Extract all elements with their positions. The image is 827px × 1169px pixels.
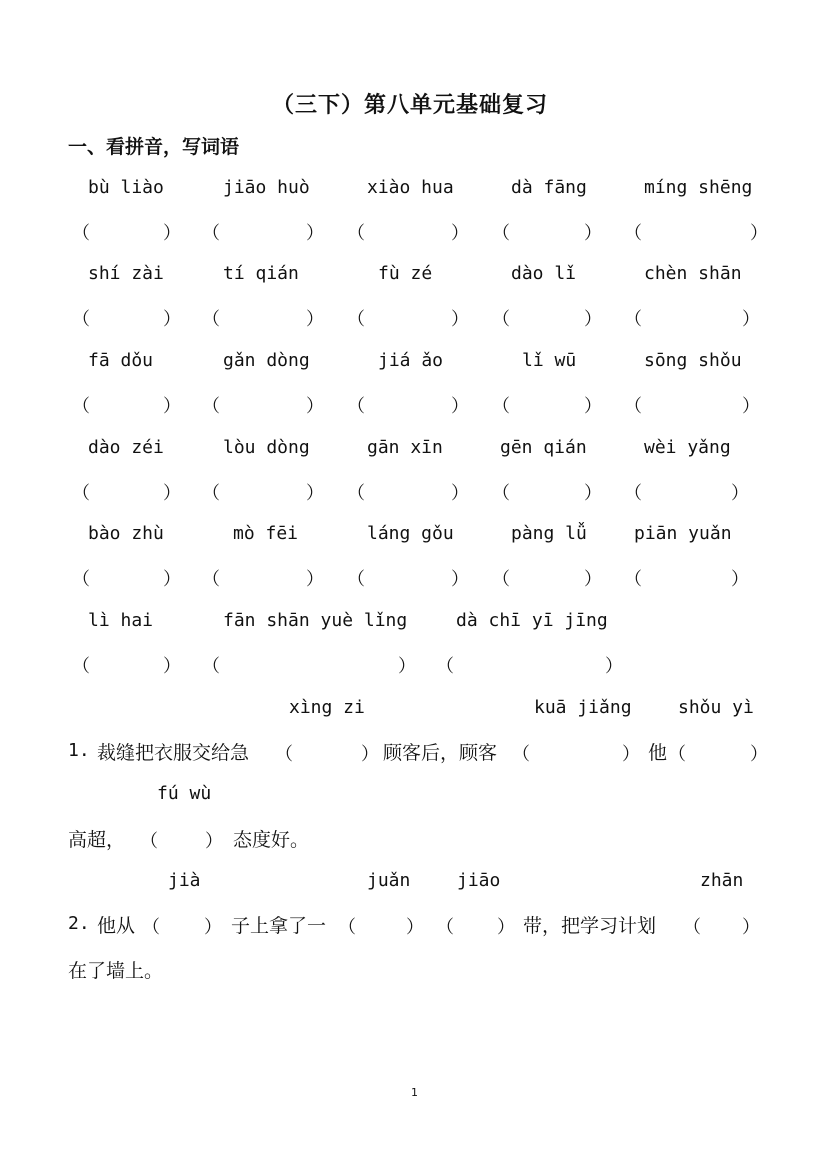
answer-blank-open[interactable]: （ (275, 744, 293, 765)
answer-blank-open[interactable]: （ (492, 569, 510, 590)
page-number: 1 (411, 1086, 418, 1099)
pinyin-word: fù zé (378, 263, 433, 284)
pinyin-word: bù liào (88, 177, 164, 198)
pinyin-word: dà chī yī jīng (456, 610, 608, 631)
answer-blank-close: ） (750, 223, 768, 244)
answer-blank-close: ） (451, 396, 469, 417)
sentence-pinyin: juǎn (367, 870, 411, 891)
answer-blank-open[interactable]: （ (624, 223, 642, 244)
answer-blank-close: ） (398, 656, 416, 677)
pinyin-word: mò fēi (233, 523, 299, 544)
pinyin-word: sōng shǒu (644, 350, 742, 371)
answer-blank-close: ） (451, 483, 469, 504)
answer-blank-close: ） (205, 831, 223, 852)
answer-blank-open[interactable]: （ (140, 831, 158, 852)
answer-blank-open[interactable]: （ (202, 569, 220, 590)
answer-blank-open[interactable]: （ (624, 483, 642, 504)
answer-blank-open[interactable]: （ (202, 396, 220, 417)
answer-blank-close: ） (306, 569, 324, 590)
answer-blank-close: ） (163, 309, 181, 330)
pinyin-word: lòu dòng (223, 437, 310, 458)
answer-blank-close: ） (584, 569, 602, 590)
answer-blank-close: ） (163, 656, 181, 677)
answer-blank-close: ） (584, 396, 602, 417)
answer-blank-open[interactable]: （ (347, 223, 365, 244)
answer-blank-close: ） (451, 569, 469, 590)
answer-blank-close: ） (163, 569, 181, 590)
answer-blank-open[interactable]: （ (624, 569, 642, 590)
answer-blank-open[interactable]: （ (72, 309, 90, 330)
sentence-pinyin: jià (168, 870, 201, 891)
answer-blank-open[interactable]: （ (436, 656, 454, 677)
sentence-text: 高超， (68, 829, 126, 851)
answer-blank-open[interactable]: （ (624, 396, 642, 417)
answer-blank-close: ） (451, 223, 469, 244)
answer-blank-open[interactable]: （ (347, 569, 365, 590)
answer-blank-open[interactable]: （ (347, 483, 365, 504)
answer-blank-open[interactable]: （ (347, 396, 365, 417)
answer-blank-open[interactable]: （ (512, 744, 530, 765)
pinyin-word: lǐ wū (522, 350, 577, 371)
pinyin-word: shí zài (88, 263, 164, 284)
section-heading: 一、看拼音，写词语 (68, 136, 240, 158)
question-number: 1. (68, 740, 90, 761)
pinyin-word: gān xīn (367, 437, 443, 458)
answer-blank-open[interactable]: （ (492, 396, 510, 417)
answer-blank-open[interactable]: （ (492, 483, 510, 504)
answer-blank-open[interactable]: （ (202, 656, 220, 677)
sentence-pinyin: jiāo (457, 870, 501, 891)
answer-blank-open[interactable]: （ (668, 744, 686, 765)
answer-blank-open[interactable]: （ (72, 656, 90, 677)
answer-blank-close: ） (306, 309, 324, 330)
answer-blank-close: ） (306, 223, 324, 244)
answer-blank-close: ） (163, 483, 181, 504)
pinyin-word: piān yuǎn (634, 523, 732, 544)
answer-blank-close: ） (731, 483, 749, 504)
answer-blank-open[interactable]: （ (72, 483, 90, 504)
answer-blank-close: ） (750, 744, 768, 765)
answer-blank-close: ） (204, 917, 222, 938)
answer-blank-close: ） (163, 396, 181, 417)
answer-blank-close: ） (731, 569, 749, 590)
answer-blank-open[interactable]: （ (492, 309, 510, 330)
answer-blank-open[interactable]: （ (624, 309, 642, 330)
sentence-text: 顾客后，顾客 (383, 742, 498, 764)
sentence-pinyin: shǒu yì (678, 697, 754, 718)
pinyin-word: dào zéi (88, 437, 164, 458)
answer-blank-close: ） (622, 744, 640, 765)
pinyin-word: fā dǒu (88, 350, 154, 371)
pinyin-word: jiāo huò (223, 177, 310, 198)
pinyin-word: fān shān yuè lǐng (223, 610, 408, 631)
answer-blank-open[interactable]: （ (202, 309, 220, 330)
answer-blank-open[interactable]: （ (492, 223, 510, 244)
answer-blank-close: ） (497, 917, 515, 938)
answer-blank-close: ） (406, 917, 424, 938)
answer-blank-open[interactable]: （ (338, 917, 356, 938)
pinyin-word: lì hai (88, 610, 154, 631)
answer-blank-open[interactable]: （ (72, 396, 90, 417)
pinyin-word: jiá ǎo (378, 350, 444, 371)
answer-blank-close: ） (584, 483, 602, 504)
answer-blank-close: ） (306, 483, 324, 504)
pinyin-word: xiào hua (367, 177, 454, 198)
answer-blank-open[interactable]: （ (72, 569, 90, 590)
answer-blank-open[interactable]: （ (202, 223, 220, 244)
sentence-text: 子上拿了一 (231, 915, 327, 937)
sentence-text: 他 (648, 742, 668, 764)
answer-blank-close: ） (163, 223, 181, 244)
pinyin-word: pàng lǚ (511, 523, 587, 544)
answer-blank-close: ） (584, 223, 602, 244)
answer-blank-close: ） (742, 396, 760, 417)
answer-blank-open[interactable]: （ (142, 917, 160, 938)
sentence-text: 裁缝把衣服交给急 (97, 742, 250, 764)
pinyin-word: wèi yǎng (644, 437, 731, 458)
answer-blank-open[interactable]: （ (347, 309, 365, 330)
answer-blank-close: ） (584, 309, 602, 330)
answer-blank-open[interactable]: （ (202, 483, 220, 504)
pinyin-word: láng gǒu (367, 523, 454, 544)
pinyin-word: gēn qián (500, 437, 587, 458)
answer-blank-close: ） (451, 309, 469, 330)
sentence-text: 态度好。 (233, 829, 310, 851)
answer-blank-close: ） (605, 656, 623, 677)
pinyin-word: dà fāng (511, 177, 587, 198)
sentence-text: 他从 (97, 915, 136, 937)
sentence-pinyin: xìng zi (289, 697, 365, 718)
sentence-text: 带，把学习计划 (523, 915, 657, 937)
answer-blank-open[interactable]: （ (436, 917, 454, 938)
sentence-pinyin: fú wù (157, 783, 212, 804)
question-number: 2. (68, 913, 90, 934)
pinyin-word: gǎn dòng (223, 350, 310, 371)
pinyin-word: míng shēng (644, 177, 753, 198)
answer-blank-open[interactable]: （ (72, 223, 90, 244)
page-title: （三下）第八单元基础复习 (272, 93, 549, 118)
answer-blank-close: ） (742, 309, 760, 330)
pinyin-word: bào zhù (88, 523, 164, 544)
answer-blank-close: ） (361, 744, 379, 765)
sentence-pinyin: kuā jiǎng (534, 697, 632, 718)
answer-blank-close: ） (306, 396, 324, 417)
answer-blank-open[interactable]: （ (683, 917, 701, 938)
pinyin-word: tí qián (223, 263, 299, 284)
sentence-text: 在了墙上。 (68, 960, 164, 982)
pinyin-word: dào lǐ (511, 263, 577, 284)
pinyin-word: chèn shān (644, 263, 742, 284)
answer-blank-close: ） (742, 917, 760, 938)
sentence-pinyin: zhān (700, 870, 744, 891)
